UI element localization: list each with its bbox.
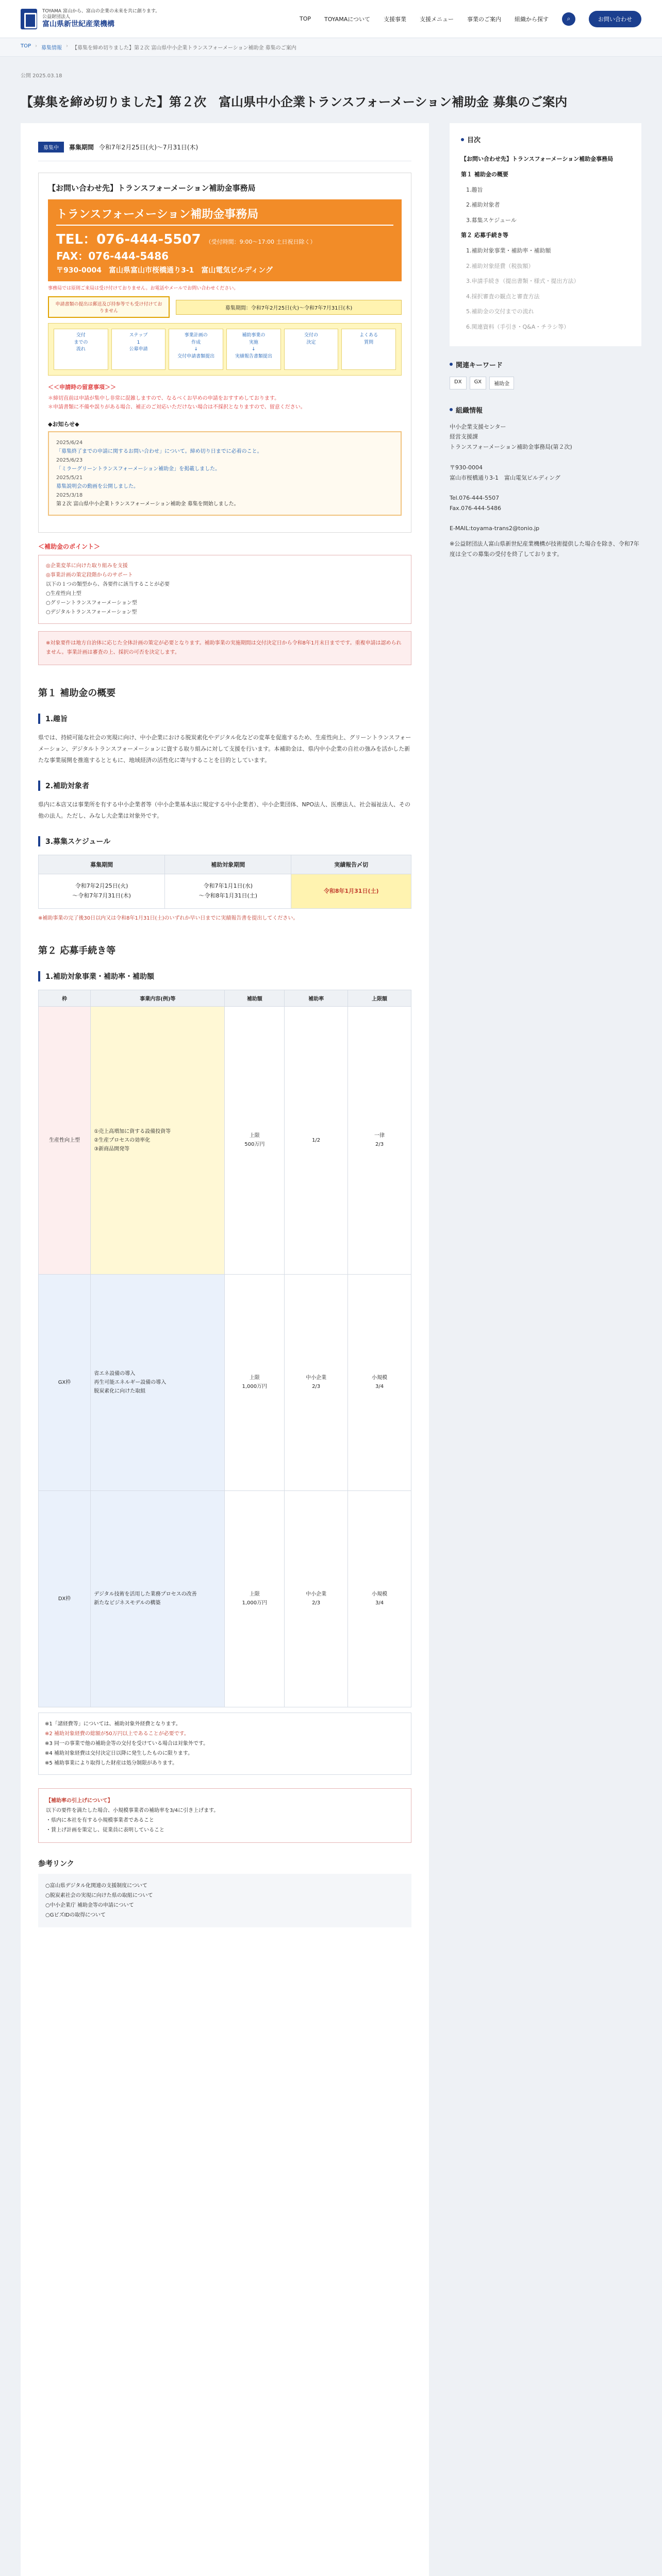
schedule-strip [48,296,402,318]
schedule-header: 募集期間 [39,855,165,874]
subsidy-header: 補助額 [225,990,285,1006]
points-line: ◎事業計画の策定段階からのサポート [46,572,133,579]
section1-title: 第１ 補助金の概要 [38,688,116,699]
period-label: 募集期間 [69,144,94,151]
org-line [450,483,641,493]
subsidy-frame: DX枠 [39,1490,91,1707]
main-content [21,123,429,2576]
keyword-tag[interactable]: DX [450,377,467,389]
subsidy-rate: 中小企業 2/3 [285,1490,348,1707]
footnote: ※5 補助事業により取得した財産は処分制限があります。 [45,1760,178,1766]
search-icon[interactable]: ⌕ [562,12,575,26]
toc-item[interactable]: 第１ 補助金の概要 [461,171,508,178]
reference-links[interactable]: ○富山県デジタル化関連の支援制度について ○脱炭素社会の実現に向けた県の取組について ○中小企業庁 補助金等の申請について ○GビズIDの取得について [38,1874,411,1927]
news-link[interactable]: 「募集終了までの申請に関するお問い合わせ」について。締め切り日までに必着のこと。 [56,449,262,455]
org-line: トランスフォーメーション補助金事務局(第２次) [450,444,572,451]
important-notice: ※対象要件は地方自治体に応じた全体計画の策定が必要となります。補助事業の実施期間は交付決定日から令和8年1月末日までです。重複申請は認められません。事業計画は審査の上、採択の可否を決定します。 [38,631,411,665]
toc-title: 目次 [461,134,630,144]
org-line: 〒930-0004 [450,464,483,471]
news-heading: ◆お知らせ◆ [48,421,79,428]
subsidy-rate: 1/2 [285,1006,348,1274]
schedule-cell: 令和7年1月1日(水) ～令和8年1月31日(土) [165,874,291,908]
breadcrumb [0,38,662,57]
keywords [450,360,641,389]
points-line: 以下の１つの類型から、各要件に該当することが必要 [46,582,170,588]
schedule-strip-period: 募集期間：令和7年2月25日(火)～令和7年7月31日(木) [176,300,402,315]
subsidy-amount: 上限 1,000万円 [225,1490,285,1707]
subsidy-rate: 中小企業 2/3 [285,1274,348,1490]
nav-organization[interactable]: 組織から探す [515,15,549,23]
schedule-title: 3.募集スケジュール [38,836,411,846]
step-apply-link[interactable]: ステップ 1 公募申請 [111,329,166,370]
footnote: ※4 補助対象経費は交付決定日以降に発生したものに限ります。 [45,1750,193,1756]
site-logo[interactable] [21,9,160,29]
toc-item[interactable]: 2.補助対象経費（税抜額） [466,262,534,269]
rate-increase-box [38,1788,411,1843]
banner-tel [56,229,393,248]
logo-tagline: TOYAMA 富山から、富山の企業の未来を共に創ります。 [42,8,160,14]
footnote: ※3 同一の事業で他の補助金等の交付を受けている場合は対象外です。 [45,1740,209,1747]
news-item [56,456,393,473]
org-line: 中小企業支援センター [450,423,506,430]
points-line: ○生産性向上型 [46,591,81,597]
site-header [0,0,662,38]
points-line: ○デジタルトランスフォーメーション型 [46,609,137,616]
subsidy-limit: 小規模 3/4 [348,1490,411,1707]
schedule-note: ※補助事業の完了後30日以内又は令和8年1月31日(土)のいずれか早い日までに実績報告書を提出してください。 [38,915,299,921]
banner-tel-number: TEL：076-444-5507 [56,232,201,248]
page-title: 【募集を締め切りました】第２次 富山県中小企業トランスフォーメーション補助金 募集のご案内 [21,95,568,109]
footnote: ※2 補助対象経費の総額が50万円以上であることが必要です。 [45,1731,189,1737]
contact-box [38,173,411,533]
global-nav [300,11,641,27]
section2-title: 第２ 応募手続き等 [38,945,116,956]
rate-increase-text: 以下の要件を満たした場合、小規模事業者の補助率を3/4に引き上げます。 ・県内に本社を有する小規模事業者であること ・賃上げ計画を策定し、従業員に表明していること [46,1807,219,1833]
subsidy-header: 上限額 [348,990,411,1006]
breadcrumb-separator-icon: › [35,43,38,49]
banner-title: トランスフォーメーション補助金事務局 [56,206,393,226]
rate-increase-title: 【補助率の引上げについて】 [46,1798,113,1804]
subsidy-header: 枠 [39,990,91,1006]
points-title: ＜補助金のポイント＞ [38,543,101,551]
subsidy-table [38,990,411,1707]
schedule-cell-deadline: 令和8年1月31日(土) [291,874,411,908]
step-grid [48,323,402,376]
org-line: E-MAIL:toyama-trans2@tonio.jp [450,525,540,532]
nav-top[interactable]: TOP [300,15,311,22]
nav-business[interactable]: 事業のご案内 [467,15,501,23]
toc-item[interactable]: 3.申請手続き（提出書類・様式・提出方法） [466,278,580,285]
news-item [56,473,393,491]
toc-item[interactable]: 4.採択審査の観点と審査方法 [466,293,540,300]
contact-banner [48,199,402,281]
notes-body: ＊締切直前は申請が集中し非常に混雑しますので、なるべくお早めの申請をおすすめしております。 ＊申請書類に不備や誤りがある場合、補正のご対応いただけない場合は不採択となりますので、留意ください。 [48,396,306,411]
news-date: 2025/6/24 [56,440,83,446]
post-date: 公開 2025.03.18 [21,73,62,79]
nav-menu[interactable]: 支援メニュー [420,15,454,23]
news-text: 第２次 富山県中小企業トランスフォーメーション補助金 募集を開始しました。 [56,501,239,507]
nav-support[interactable]: 支援事業 [384,15,406,23]
schedule-header: 補助対象期間 [165,855,291,874]
points-box [38,555,411,624]
breadcrumb-top[interactable]: TOP [21,43,31,49]
org-line [450,514,641,524]
subsidy-content: デジタル技術を活用した業務プロセスの改善 新たなビジネスモデルの構築 [91,1490,225,1707]
contact-note: 事務局では原則ご来局は受け付けておりません。お電話やメールでお問い合わせください。 [48,286,239,292]
subsidy-amount: 上限 500万円 [225,1006,285,1274]
subsidy-frame: GX枠 [39,1274,91,1490]
news-date: 2025/5/21 [56,475,83,481]
toc-item[interactable]: 1.補助対象事業・補助率・補助額 [466,247,551,254]
organization-info [450,405,641,560]
news-date: 2025/6/23 [56,457,83,464]
keywords-title: 関連キーワード [450,360,641,369]
status-badge: 募集中 [38,142,64,152]
schedule-table [38,855,411,908]
sidebar [450,123,641,2576]
toc-item[interactable]: 1.趣旨 [466,186,483,193]
org-line: Tel.076-444-5507 [450,495,500,502]
footnote: ※1「諸経費等」については、補助対象外経費となります。 [45,1721,181,1727]
keyword-tag[interactable]: 補助金 [489,377,514,389]
breadcrumb-current: 【募集を締め切りました】第２次 富山県中小企業トランスフォーメーション補助金 募集のご案内 [72,45,296,51]
banner-fax: FAX：076-444-5486 [56,250,169,263]
toc-item[interactable]: 【お問い合わせ先】トランスフォーメーション補助金事務局 [461,156,614,163]
period-value: 令和7年2月25日(火)～7月31日(木) [99,144,198,151]
toc-item[interactable]: 3.募集スケジュール [466,216,517,224]
org-note: ※公益財団法人富山県新世紀産業機構が技術提供した場合を除き、令和7年度は全ての募集の受付を終了しております。 [450,540,639,558]
news-item [56,438,393,456]
toc [450,123,641,346]
news-date: 2025/3/18 [56,493,83,499]
subsidy-header: 補助率 [285,990,348,1006]
nav-about[interactable]: TOYAMAについて [324,15,370,23]
purpose-text: 県では、持続可能な社会の実現に向け、中小企業における脱炭素化やデジタル化などの変革を促進するため、生産性向上、グリーントランスフォーメーション、デジタルトランスフォーメーションに資する取り組みに対して支援を行います。本補助金は、県内中小企業の自社の強みを活かした新たな事業展開を推進するとともに、地域経済の活性化に寄与することを目的としています。 [38,734,411,764]
target-title: 2.補助対象者 [38,781,411,791]
banner-address: 〒930-0004 富山県富山市桜橋通り3-1 富山電気ビルディング [56,266,273,275]
logo-mark-icon [21,9,37,29]
news-link[interactable]: 募集説明会の動画を公開しました。 [56,484,139,490]
toc-item[interactable]: 第２ 応募手続き等 [461,232,508,239]
org-title: 組織情報 [450,405,641,415]
subsidy-frame: 生産性向上型 [39,1006,91,1274]
org-line: 富山市桜橋通り3-1 富山電気ビルディング [450,474,560,481]
contact-heading: 【お問い合わせ先】トランスフォーメーション補助金事務局 [48,183,256,193]
schedule-cell: 令和7年2月25日(火) ～令和7年7月31日(木) [39,874,165,908]
subsidy-limit: 一律 2/3 [348,1006,411,1274]
step-faq-link[interactable]: よくある 質問 [341,329,396,370]
subsidy-header: 事業内容(例)等 [91,990,225,1006]
subsidy-amount: 上限 1,000万円 [225,1274,285,1490]
points-line: ○グリーントランスフォーメーション型 [46,600,137,606]
step-plan-link[interactable]: 事業計画の 作成 ↓ 交付申請書類提出 [169,329,223,370]
purpose-title: 1.趣旨 [38,714,411,724]
breadcrumb-recruit[interactable]: 募集情報 [41,45,62,51]
logo-org-type: 公益財団法人 [42,14,71,20]
banner-tel-hours: （受付時間：9:00～17:00 土日祝日除く） [205,239,316,246]
subsidy-content: 省エネ設備の導入 再生可能エネルギー設備の導入 脱炭素化に向けた取組 [91,1274,225,1490]
subsidy-limit: 小規模 3/4 [348,1274,411,1490]
schedule-strip-notice: 申請書類の提出は郵送及び持参等でも受け付けておりません [48,296,170,318]
points-line: ◎企業変革に向けた取り組みを支援 [46,563,128,569]
schedule-header: 実績報告〆切 [291,855,411,874]
keyword-tag[interactable]: GX [470,377,487,389]
step-flow-link[interactable]: 交付 までの 流れ [54,329,108,370]
org-line: Fax.076-444-5486 [450,504,501,512]
toc-item[interactable]: 6.関連資料（手引き・Q&A・チラシ等） [466,323,570,330]
logo-org-name: 富山県新世紀産業機構 [42,20,114,28]
news-link[interactable]: 「ミラーグリーントランスフォーメーション補助金」を掲載しました。 [56,466,221,472]
toc-list [461,151,630,334]
step-report-link[interactable]: 補助事業の 実施 ↓ 実績報告書類提出 [226,329,281,370]
subsidy-content: ①売上高増加に資する設備投資等 ②生産プロセスの効率化 ③新商品開発等 [91,1006,225,1274]
target-text: 県内に本店又は事業所を有する中小企業者等（中小企業基本法に規定する中小企業者）、中小企業団体、NPO法人、医療法人、社会福祉法人、その他の法人。ただし、みなし大企業は対象外です。 [38,801,411,820]
step-decision-link[interactable]: 交付の 決定 [284,329,339,370]
news-box [48,431,402,516]
subsidy-title: 1.補助対象事業・補助率・補助額 [38,971,411,981]
notes-title: ＜＜申請時の留意事項＞＞ [48,384,116,391]
reference-title: 参考リンク [38,1859,74,1868]
news-item [56,491,393,509]
toc-item[interactable]: 2.補助対象者 [466,201,500,209]
org-line [450,452,641,463]
toc-item[interactable]: 5.補助金の交付までの流れ [466,308,534,315]
breadcrumb-separator-icon: › [66,43,69,49]
recruit-period [38,137,411,161]
subsidy-footnotes [38,1713,411,1775]
org-body [450,422,641,534]
org-line: 経営支援課 [450,433,478,440]
contact-button[interactable]: お問い合わせ [589,11,641,27]
